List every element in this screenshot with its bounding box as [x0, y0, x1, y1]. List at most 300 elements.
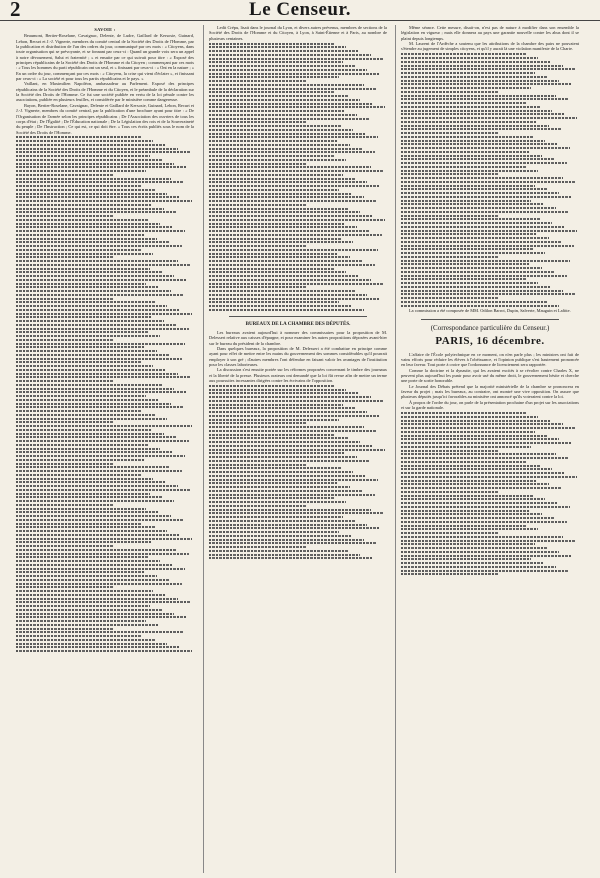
page-number: 2 [10, 0, 21, 21]
text-line [401, 125, 549, 127]
text-line [16, 339, 114, 341]
text-line [209, 464, 307, 466]
text-line [209, 230, 369, 232]
text-line [16, 189, 155, 191]
text-line [209, 65, 355, 67]
text-line [401, 420, 551, 422]
text-line [16, 414, 155, 416]
text-line [16, 403, 171, 405]
text-line [401, 487, 561, 489]
text-line [401, 87, 531, 89]
text-line [209, 407, 355, 409]
paragraph: Ledit Crépu, lisait dans le journal du Lyon, et divers autres prévenus, membres de sections de la Société des Droits de l'Homme et du Citoyen, à Lyon, à Saint-Étienne et à Paris, au nombre de plusieurs centaines. [209, 25, 387, 41]
text-line [16, 590, 153, 592]
text-line [209, 181, 367, 183]
text-line [16, 335, 160, 337]
text-line [16, 136, 141, 138]
text-line [16, 541, 151, 543]
text-line [401, 245, 574, 247]
text-line [401, 76, 547, 78]
text-line [209, 125, 341, 127]
text-line [16, 181, 183, 183]
text-line [209, 151, 375, 153]
text-line [16, 204, 151, 206]
text-line [209, 88, 376, 90]
text-line [16, 515, 171, 517]
text-line [401, 301, 547, 303]
text-line [16, 489, 190, 491]
text-line [209, 430, 376, 432]
text-line [209, 305, 351, 307]
paragraph: La discussion s'est ensuite portée sur les réformes proposées concernant le timbre des journaux et la liberté de la presse. Plusieurs orateurs ont demandé que la loi fût revue afin de mettre un terme aux poursuites incessantes dirigées contre les écrivains de l'opposition. [209, 367, 387, 383]
text-line [209, 501, 346, 503]
text-line [401, 555, 572, 557]
text-line [16, 290, 171, 292]
body-text-block [209, 385, 387, 560]
text-line [401, 532, 499, 534]
text-line [209, 400, 383, 402]
column-divider [203, 25, 204, 873]
text-line [401, 278, 526, 280]
text-line [209, 456, 357, 458]
text-line [16, 380, 114, 382]
text-line [401, 263, 529, 265]
text-line [16, 553, 189, 555]
text-line [16, 365, 153, 367]
text-line [401, 480, 536, 482]
text-line [401, 68, 575, 70]
text-line [209, 396, 371, 398]
text-line [209, 136, 378, 138]
text-line [401, 528, 538, 530]
text-line [401, 155, 542, 157]
text-line [401, 562, 543, 564]
text-line [401, 207, 556, 209]
text-line [209, 50, 359, 52]
column-3 [401, 25, 579, 873]
text-line [16, 620, 146, 622]
text-line [16, 260, 178, 262]
text-line [401, 536, 563, 538]
text-line [209, 208, 348, 210]
text-line [16, 586, 114, 588]
text-line [16, 215, 114, 217]
text-line [209, 163, 307, 165]
text-line [16, 193, 167, 195]
correspondence-heading: (Correspondance particulière du Censeur.) [430, 323, 550, 332]
text-line [16, 140, 153, 142]
text-line [16, 249, 141, 251]
text-line [209, 460, 369, 462]
text-line [16, 256, 114, 258]
text-line [16, 283, 146, 285]
section-heading: BUREAUX DE LA CHAMBRE DES DÉPUTÉS. [245, 321, 351, 327]
text-line [401, 465, 540, 467]
text-line [401, 95, 556, 97]
text-line [401, 181, 575, 183]
text-line [16, 155, 150, 157]
text-line [209, 490, 362, 492]
text-line [401, 203, 543, 205]
text-line [16, 331, 148, 333]
text-line [401, 468, 552, 470]
text-line [209, 494, 375, 496]
paragraph: Dans quelques bureaux, la proposition de M. Delessert a été combattue en principe comme ayant pour effet de mettre entre les mains du gouvernement des sommes considérables qu'il pourrait employer à son gré ; d'autres membres l'ont défendue en faisant valoir les avantages de l'institution pour les classes laborieuses. [209, 345, 387, 367]
paragraph: Le Journal des Débats prétend que la majorité ministérielle de la chambre se prononcera en faveur du projet ; mais les bureaux, au contraire, ont montré une vive opposition. On assure que plusieurs députés jusqu'ici favorables au ministère ont annoncé qu'ils voteraient contre la loi. [401, 383, 579, 400]
text-line [16, 373, 178, 375]
column-2 [209, 25, 387, 873]
paragraph: Bayon, Bertier-Roselane, Cavaignac, Delente et Gaillard de Kersosie, Guinard, Lebon, Recurt et J.-J. Vignerte, membres du comité central, par la publication d'une brochure ayant pour titre : « De l'Organisation de l'armée selon les principes républicains ; De l'Association des ouvriers de tous les corps d'état ; De l'Égalité ; De l'Éducation nationale ; De la Législation des rois et de la Souveraineté du peuple ; De l'Instruction ; Ce qui est, ce qui doit être. » Tous ces écrits publiés sous le nom de la Société des Droits de l'Homme. [16, 102, 194, 135]
text-line [16, 406, 183, 408]
text-line [16, 556, 148, 558]
text-line [209, 76, 339, 78]
text-line [16, 594, 166, 596]
text-line [401, 543, 535, 545]
text-line [209, 482, 337, 484]
text-line [16, 200, 192, 202]
text-line [401, 158, 554, 160]
text-line [16, 144, 166, 146]
text-line [16, 519, 183, 521]
text-line [16, 305, 167, 307]
text-line [401, 435, 547, 437]
text-line [401, 472, 565, 474]
text-line [209, 542, 376, 544]
text-line [16, 226, 173, 228]
text-line [16, 343, 185, 345]
text-line [401, 483, 549, 485]
text-line [401, 438, 559, 440]
text-line [401, 540, 575, 542]
text-line [401, 117, 577, 119]
text-line [16, 511, 158, 513]
text-line [16, 575, 157, 577]
text-line [209, 434, 335, 436]
text-line [16, 616, 187, 618]
text-line [16, 436, 176, 438]
text-line [401, 128, 561, 130]
text-line [209, 174, 343, 176]
text-line [209, 219, 385, 221]
text-line [401, 98, 568, 100]
paragraph: Même séance. Cette mesure, disait-on, n'est pas de nature à modifier dans son ensemble la législation en vigueur ; mais elle donnera au pays une garantie nouvelle contre les abus dont il se plaint depuis longtemps. [401, 25, 579, 41]
text-line [16, 624, 158, 626]
text-line [16, 568, 185, 570]
text-line [16, 253, 153, 255]
text-line [16, 433, 164, 435]
text-line [401, 551, 559, 553]
text-line [209, 204, 307, 206]
text-line [209, 524, 367, 526]
text-line [209, 557, 373, 559]
text-line [401, 65, 563, 67]
text-line [16, 286, 158, 288]
text-line [209, 46, 346, 48]
text-line [401, 423, 563, 425]
text-line [401, 121, 536, 123]
text-line [209, 497, 334, 499]
text-line [209, 215, 373, 217]
text-line [401, 140, 545, 142]
text-line [16, 538, 192, 540]
text-line [401, 151, 529, 153]
text-line [209, 148, 362, 150]
text-line [16, 309, 180, 311]
text-line [16, 504, 114, 506]
text-line [209, 505, 307, 507]
text-line [401, 450, 499, 452]
text-line [401, 248, 533, 250]
text-line [209, 256, 350, 258]
text-line [401, 256, 499, 258]
body-text-block [209, 43, 387, 311]
text-line [16, 354, 169, 356]
text-line [16, 361, 141, 363]
text-line [209, 415, 380, 417]
text-line [16, 196, 180, 198]
text-line [209, 118, 369, 120]
text-line [16, 451, 173, 453]
text-line [16, 350, 157, 352]
text-line [16, 301, 155, 303]
text-line [16, 526, 155, 528]
text-line [401, 547, 547, 549]
text-line [401, 170, 538, 172]
text-line [401, 166, 526, 168]
text-line [401, 286, 551, 288]
text-line [209, 520, 355, 522]
text-line [209, 283, 383, 285]
text-line [401, 271, 554, 273]
text-line [209, 226, 357, 228]
text-line [401, 431, 535, 433]
text-line [16, 384, 162, 386]
text-line [401, 177, 563, 179]
text-line [16, 159, 162, 161]
text-line [16, 271, 162, 273]
text-line [209, 106, 385, 108]
text-line [209, 223, 344, 225]
text-line [16, 163, 174, 165]
text-line [401, 226, 565, 228]
text-line [16, 320, 164, 322]
text-line [16, 455, 185, 457]
text-line [16, 223, 160, 225]
text-line [16, 643, 167, 645]
text-line [209, 249, 378, 251]
text-line [209, 309, 364, 311]
text-line [209, 452, 344, 454]
text-line [16, 459, 144, 461]
text-line [401, 211, 568, 213]
text-line [209, 471, 353, 473]
text-line [16, 598, 178, 600]
text-line [401, 132, 499, 134]
text-line [209, 196, 364, 198]
text-line [16, 440, 189, 442]
text-line [401, 412, 526, 414]
text-line [16, 279, 187, 281]
column-1 [16, 25, 194, 873]
text-line [209, 129, 353, 131]
text-line [401, 200, 531, 202]
text-line [16, 178, 171, 180]
text-line [16, 230, 185, 232]
text-line [401, 61, 551, 63]
section-heading: SAVOIE : [94, 27, 116, 32]
text-line [16, 530, 167, 532]
text-line [401, 495, 533, 497]
text-line [16, 635, 142, 637]
text-line [16, 418, 167, 420]
text-line [401, 147, 570, 149]
text-line [209, 275, 359, 277]
text-line [401, 230, 577, 232]
text-line [401, 442, 572, 444]
text-line [16, 275, 174, 277]
column-divider [395, 25, 396, 873]
text-line [16, 219, 148, 221]
text-line [401, 513, 542, 515]
text-line [16, 448, 160, 450]
text-line [401, 305, 559, 307]
body-text-block [401, 412, 579, 575]
text-line [16, 500, 174, 502]
text-line [209, 264, 375, 266]
paragraph: À propos de l'ordre du jour, on parle de la présentation prochaine d'un projet sur les associations et sur la garde nationale. [401, 399, 579, 411]
text-line [401, 461, 527, 463]
text-line [209, 531, 339, 533]
text-line [16, 650, 192, 652]
text-line [16, 613, 174, 615]
text-line [16, 639, 155, 641]
text-line [401, 491, 499, 493]
text-line [209, 110, 344, 112]
text-line [16, 646, 180, 648]
text-line [16, 388, 174, 390]
text-line [209, 200, 376, 202]
text-line [16, 425, 192, 427]
text-line [401, 282, 538, 284]
paragraph: Comme la doctrine et la dynastie, qui les avaient excités à se révolter contre Charles X, ne peuvent plus aujourd'hui les punir pour avoir usé du même droit, le gouvernement hésite et cherche une porte de sortie honorable. [401, 367, 579, 384]
text-line [401, 57, 538, 59]
text-line [209, 54, 371, 56]
text-line [16, 481, 166, 483]
text-line [16, 470, 182, 472]
text-line [16, 328, 189, 330]
text-line [209, 404, 343, 406]
text-line [209, 527, 380, 529]
body-text-block [401, 53, 579, 306]
text-line [16, 628, 114, 630]
text-line [16, 241, 169, 243]
text-line [16, 166, 187, 168]
text-line [401, 427, 575, 429]
text-line [209, 58, 383, 60]
text-line [209, 479, 378, 481]
text-line [401, 72, 535, 74]
text-line [209, 286, 307, 288]
text-line [16, 170, 146, 172]
text-line [209, 389, 346, 391]
text-line [209, 279, 371, 281]
section-divider [229, 316, 367, 317]
text-line [209, 475, 366, 477]
text-line [209, 419, 339, 421]
text-line [401, 260, 570, 262]
text-line [401, 53, 526, 55]
text-line [16, 369, 166, 371]
text-line [16, 631, 183, 633]
text-line [209, 535, 351, 537]
text-line [209, 185, 380, 187]
text-line [16, 376, 190, 378]
text-line [401, 521, 567, 523]
text-line [209, 80, 307, 82]
text-line [209, 422, 307, 424]
text-line [209, 385, 334, 387]
text-line [209, 234, 382, 236]
text-line [209, 140, 337, 142]
text-line [401, 113, 565, 115]
text-line [401, 252, 545, 254]
text-line [401, 136, 533, 138]
text-line [209, 99, 360, 101]
text-line [209, 426, 364, 428]
text-line [401, 416, 538, 418]
text-line [209, 290, 355, 292]
text-line [16, 444, 148, 446]
paragraph: Beaumont, Bertier-Roselane, Cavaignac, Delente, de Ludre, Gaillard de Kersosie, Guinard, Lebon, Recurt et J.-J. Vignerte, membres du comité central de la Société des Droits de l'Homme, par la publication et distribution de l'un des ordres du jour, communiqué par ces mots : « Citoyens, dans toute organisation qui se prévoyante, et se fonnant par ceux-ci : Quand un grande voix sera un appel à notre dévouement, Salut et fraternité ; » et ensuite par ce qui suivait pour titre : « Exposé des principes républicains de la Société des Droits de l'Homme et du Citoyen ; commençant par ces mots : « Tous les hommes du parti républicain ont un seul, et » finissant par ceux-ci : « Ont en la nature ; » En un ordre du jour, commençant par ces mots : « Citoyens, la crise qui vient d'éclater », et finissant par ceux-ci : « La société et pour tous les partis républicains et le pays. » [16, 33, 194, 82]
text-line [209, 449, 385, 451]
text-line [209, 271, 346, 273]
text-line [16, 399, 158, 401]
text-line [16, 185, 142, 187]
text-line [401, 476, 577, 478]
text-line [16, 313, 192, 315]
text-line [209, 512, 383, 514]
text-line [209, 121, 307, 123]
text-line [401, 80, 559, 82]
text-line [16, 268, 150, 270]
text-line [401, 275, 567, 277]
text-line [209, 103, 373, 105]
text-line [401, 510, 529, 512]
newspaper-title: Le Censeur. [249, 0, 351, 20]
text-line [209, 301, 339, 303]
text-line [209, 61, 343, 63]
text-line [16, 474, 141, 476]
text-line [16, 429, 151, 431]
text-line [16, 609, 162, 611]
text-line [401, 215, 499, 217]
paragraph: L'affaire de l'École polytechnique en ce moment, on n'en parle plus ; les ministres ont fait de vains efforts pour réduire les élèves à l'obéissance, et l'opinion publique s'est hautement prononcée en leur faveur. Tout porte à croire que l'ordonnance de licenciement sera rapportée. [401, 351, 579, 368]
text-line [209, 189, 339, 191]
text-line [401, 290, 563, 292]
text-line [16, 496, 162, 498]
text-line [16, 264, 190, 266]
text-line [401, 173, 499, 175]
text-line [16, 148, 178, 150]
text-line [16, 463, 114, 465]
text-line [16, 579, 169, 581]
text-line [401, 233, 536, 235]
text-line [401, 517, 554, 519]
text-line [401, 573, 499, 575]
text-line [209, 69, 367, 71]
text-line [401, 143, 558, 145]
text-line [401, 502, 558, 504]
